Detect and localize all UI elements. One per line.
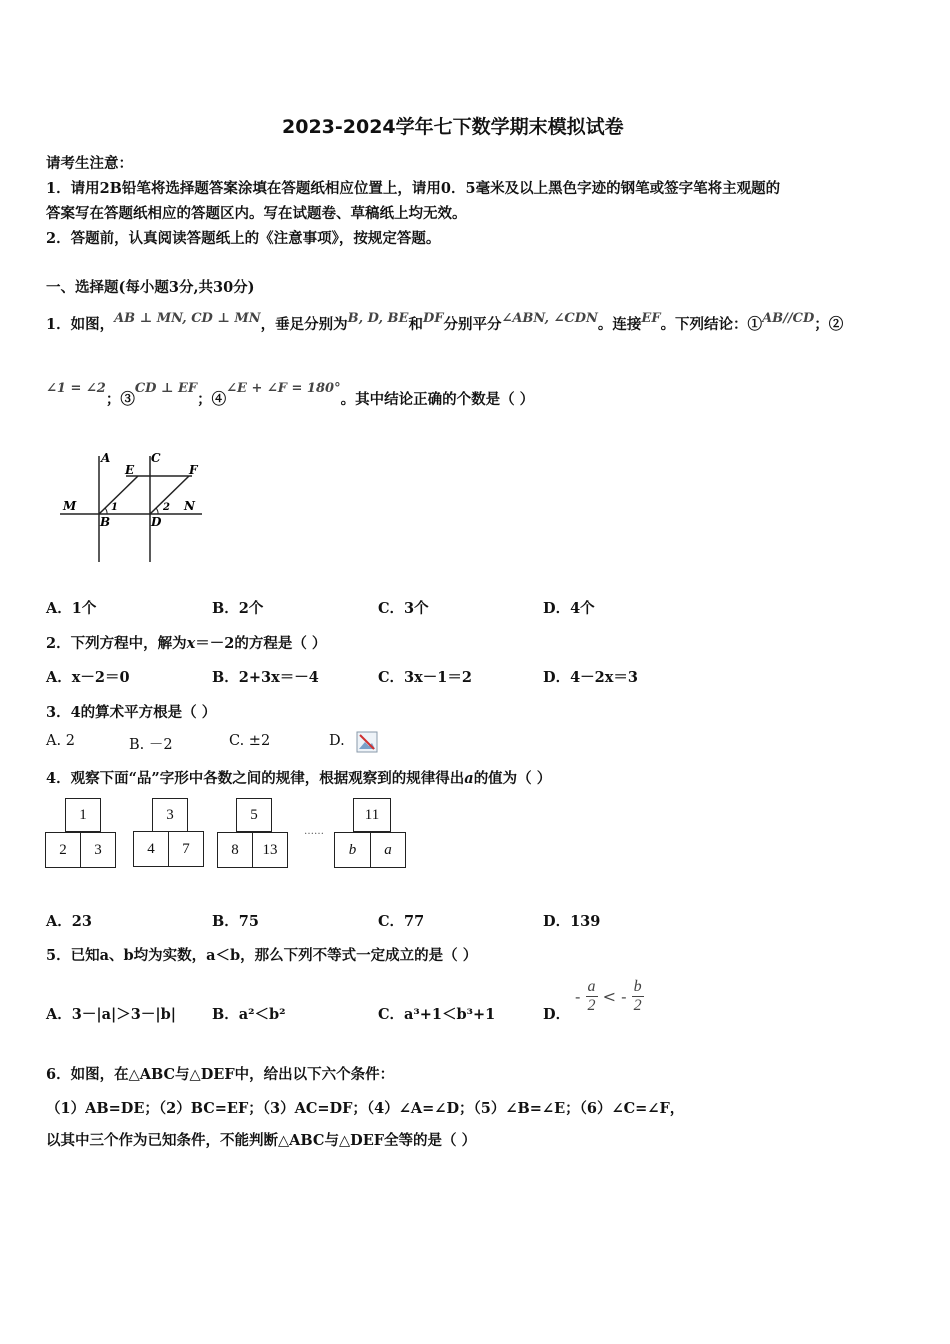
- q2-option-a[interactable]: A．x－2＝0: [46, 669, 130, 686]
- q2-text: 2．下列方程中，解为: [46, 635, 187, 652]
- q4-box-top: 3: [152, 798, 188, 832]
- q1-math: B, D, BE: [347, 311, 409, 326]
- q3-option-d[interactable]: D.: [329, 733, 345, 749]
- q4-box-right: 3: [80, 832, 116, 868]
- q4-stem: [46, 767, 551, 788]
- notice-heading: 请考生注意：: [46, 155, 133, 172]
- fraction-a-over-2: [586, 978, 598, 1015]
- q3-option-a[interactable]: A. 2: [46, 733, 75, 749]
- q4-box-right: a: [370, 832, 406, 868]
- q1-option-d[interactable]: D．4个: [543, 600, 595, 617]
- q1-text: ；④: [197, 391, 227, 408]
- fig-label-m: M: [63, 499, 77, 513]
- q1-option-c[interactable]: C．3个: [378, 600, 429, 617]
- q1-stem-line1: [46, 313, 843, 334]
- minus-sign: -: [621, 987, 627, 1006]
- fraction-b-over-2: [632, 978, 644, 1015]
- q1-math: AB ⊥ MN, CD ⊥ MN: [114, 311, 261, 326]
- q6-conditions: （1）AB=DE；（2）BC=EF；（3）AC=DF；（4）∠A=∠D；（5）∠B=∠E；（6）∠C=∠F，: [46, 1100, 685, 1117]
- fig-label-n: N: [184, 499, 195, 513]
- q4-box-top: 5: [236, 798, 272, 832]
- less-than-sign: <: [602, 987, 616, 1006]
- q3-option-b[interactable]: B. －2: [129, 737, 173, 753]
- q4-option-a[interactable]: A．23: [46, 913, 92, 930]
- section-heading: 一、选择题(每小题3分,共30分): [46, 279, 255, 296]
- fig-label-2: 2: [163, 502, 170, 513]
- q4-box-right: 13: [252, 832, 288, 868]
- q6-tail: 以其中三个作为已知条件，不能判断△ABC与△DEF全等的是（ ）: [46, 1132, 477, 1149]
- q4-option-d[interactable]: D．139: [543, 913, 601, 930]
- fig-label-c: C: [151, 451, 161, 465]
- fig-label-1: 1: [111, 502, 118, 513]
- notice-line-2: 答案写在答题纸相应的答题区内。写在试题卷、草稿纸上均无效。: [46, 205, 467, 222]
- q2-option-d[interactable]: D．4－2x＝3: [543, 669, 638, 686]
- q4-option-b[interactable]: B．75: [212, 913, 259, 930]
- q5-option-a[interactable]: A．3－|a|＞3－|b|: [46, 1006, 177, 1023]
- q2-text: ＝－2的方程是（ ）: [195, 635, 327, 652]
- minus-sign: -: [575, 987, 581, 1006]
- q1-math: ∠E + ∠F = 180°: [226, 381, 341, 396]
- numerator: a: [587, 978, 596, 995]
- q4-text: 4．观察下面“品”字形中各数之间的规律，根据观察到的规律得出: [46, 770, 465, 787]
- q1-text: ；②: [814, 316, 844, 333]
- fig-label-d: D: [151, 515, 162, 529]
- q4-box-top: 11: [353, 798, 391, 832]
- q5-option-d[interactable]: D．: [543, 1006, 571, 1023]
- q1-text: 。其中结论正确的个数是（ ）: [340, 391, 535, 408]
- q4-option-c[interactable]: C．77: [378, 913, 425, 930]
- q4-box-left: 4: [133, 831, 169, 867]
- q1-math: AB//CD: [762, 311, 815, 326]
- broken-image-icon: [356, 731, 378, 753]
- q2-stem: [46, 632, 326, 653]
- q4-box-top: 1: [65, 798, 101, 832]
- q1-text: 。连接: [597, 316, 642, 333]
- q5-stem: 5．已知a、b均为实数，a＜b，那么下列不等式一定成立的是（ ）: [46, 947, 478, 964]
- fig-label-f: F: [189, 463, 198, 477]
- q1-math: ∠1 = ∠2: [46, 381, 106, 396]
- notice-line-3: 2．答题前，认真阅读答题纸上的《注意事项》，按规定答题。: [46, 230, 441, 247]
- page-title: 2023-2024学年七下数学期末模拟试卷: [282, 116, 624, 138]
- fig-label-e: E: [125, 463, 135, 477]
- q1-text: ，垂足分别为: [260, 316, 348, 333]
- q3-stem: 3．4的算术平方根是（ ）: [46, 704, 217, 721]
- q1-text: ；③: [105, 391, 135, 408]
- q1-figure: [58, 448, 208, 566]
- q4-box-right: 7: [168, 831, 204, 867]
- q1-option-a[interactable]: A．1个: [46, 600, 97, 617]
- q1-text: 和: [408, 316, 423, 333]
- q4-var: a: [464, 770, 474, 787]
- q2-option-b[interactable]: B．2+3x＝－4: [212, 669, 319, 686]
- q5-option-b[interactable]: B．a²＜b²: [212, 1006, 286, 1023]
- q4-box-left: b: [334, 832, 371, 868]
- numerator: b: [633, 978, 642, 995]
- q1-math: DF: [422, 311, 444, 326]
- q4-text: 的值为（ ）: [473, 770, 552, 787]
- q3-option-c[interactable]: C. ±2: [229, 733, 271, 749]
- fig-label-a: A: [101, 451, 111, 465]
- q1-option-b[interactable]: B．2个: [212, 600, 264, 617]
- q1-text: 。下列结论：①: [660, 316, 763, 333]
- q6-stem: 6．如图，在△ABC与△DEF中，给出以下六个条件：: [46, 1066, 395, 1083]
- fig-label-b: B: [100, 515, 111, 529]
- q1-stem-line2: [46, 381, 535, 409]
- q4-ellipsis: ……: [304, 826, 324, 837]
- q1-text: 分别平分: [443, 316, 502, 333]
- q1-math: ∠ABN, ∠CDN: [501, 311, 598, 326]
- q4-box-left: 2: [45, 832, 81, 868]
- q2-option-c[interactable]: C．3x－1＝2: [378, 669, 472, 686]
- denominator: 2: [633, 997, 642, 1014]
- q1-math: EF: [641, 311, 661, 326]
- q5-option-c[interactable]: C．a³+1＜b³+1: [378, 1006, 496, 1023]
- q5-option-d-expr: [575, 978, 644, 1015]
- q4-box-left: 8: [217, 832, 253, 868]
- denominator: 2: [587, 997, 596, 1014]
- notice-line-1: 1．请用2B铅笔将选择题答案涂填在答题纸相应位置上，请用0．5毫米及以上黑色字迹的钢笔或签字笔将主观题的: [46, 180, 781, 197]
- q1-math: CD ⊥ EF: [134, 381, 198, 396]
- q2-var: x: [186, 635, 196, 652]
- q1-text: 1．如图，: [46, 316, 115, 333]
